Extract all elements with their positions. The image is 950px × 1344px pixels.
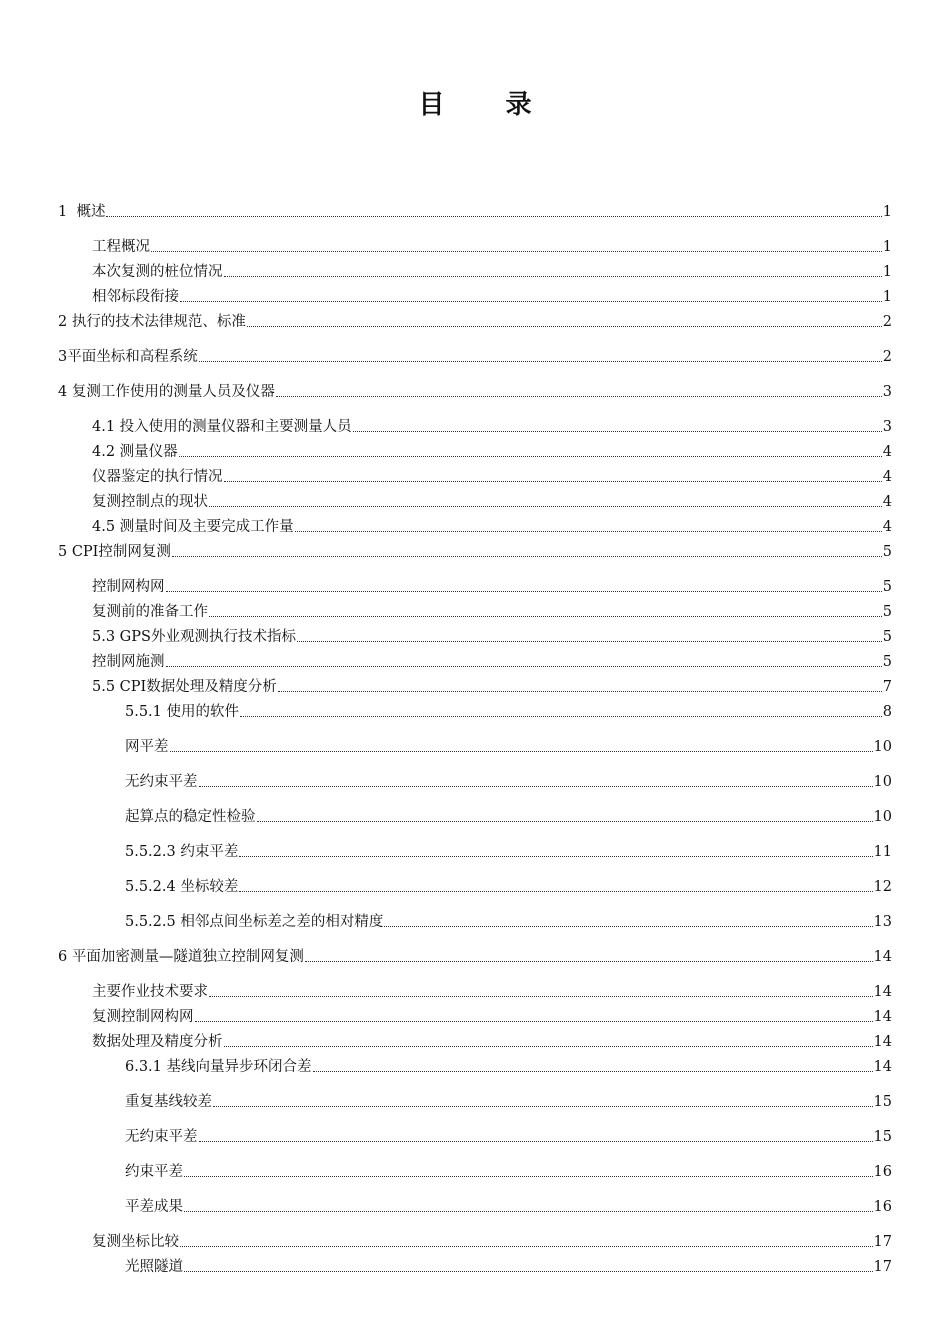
toc-entry[interactable] (92, 627, 892, 647)
toc-entry-page: 14 (873, 984, 892, 1000)
toc-entry-page: 1 (882, 264, 892, 280)
toc-entry-page: 5 (882, 629, 892, 645)
toc-entry-page: 11 (873, 844, 892, 860)
toc-entry[interactable] (92, 237, 892, 257)
toc-entry-label: 控制网施测 (92, 654, 165, 670)
toc-leader (276, 396, 882, 397)
toc-entry-page: 4 (882, 469, 892, 485)
toc-entry-page: 10 (873, 809, 892, 825)
toc-entry-page: 3 (882, 384, 892, 400)
toc-leader (295, 531, 882, 532)
toc-title: 目 录 (418, 90, 558, 120)
toc-entry[interactable] (92, 577, 892, 597)
toc-entry-page: 15 (873, 1094, 892, 1110)
toc-leader (195, 1021, 873, 1022)
toc-entry-page: 16 (873, 1199, 892, 1215)
toc-entry-page: 10 (873, 774, 892, 790)
toc-entry[interactable] (125, 1257, 892, 1277)
toc-entry[interactable] (58, 312, 892, 332)
toc-entry-page: 2 (882, 349, 892, 365)
toc-entry[interactable] (58, 202, 892, 222)
toc-leader (199, 361, 882, 362)
toc-leader (313, 1071, 873, 1072)
toc-leader (353, 431, 882, 432)
toc-entry-label: 复测控制点的现状 (92, 494, 208, 510)
toc-entry-label: 5.5.2.4 坐标较差 (125, 879, 239, 895)
toc-entry[interactable] (92, 262, 892, 282)
toc-leader (224, 276, 882, 277)
toc-entry[interactable] (92, 1007, 892, 1027)
toc-leader (209, 506, 882, 507)
toc-entry-label: 6 平面加密测量—隧道独立控制网复测 (58, 949, 304, 965)
toc-leader (184, 1211, 873, 1212)
toc-entry-page: 13 (873, 914, 892, 930)
toc-entry[interactable] (92, 467, 892, 487)
toc-entry[interactable] (125, 1197, 892, 1217)
toc-entry[interactable] (92, 602, 892, 622)
toc-entry-label: 起算点的稳定性检验 (125, 809, 256, 825)
toc-entry[interactable] (125, 877, 892, 897)
toc-entry[interactable] (58, 947, 892, 967)
toc-entry-label: 工程概况 (92, 239, 150, 255)
toc-leader (224, 1046, 873, 1047)
toc-entry-page: 14 (873, 1034, 892, 1050)
toc-leader (199, 786, 873, 787)
toc-entry-label: 平差成果 (125, 1199, 183, 1215)
toc-entry-label: 仪器鉴定的执行情况 (92, 469, 223, 485)
toc-leader (384, 926, 872, 927)
toc-entry-label: 相邻标段衔接 (92, 289, 179, 305)
toc-leader (179, 456, 882, 457)
toc-entry-page: 1 (882, 204, 892, 220)
toc-leader (172, 556, 882, 557)
toc-entry-label: 4.5 测量时间及主要完成工作量 (92, 519, 294, 535)
toc-leader (170, 751, 873, 752)
toc-entry-label: 光照隧道 (125, 1259, 183, 1275)
toc-entry-page: 4 (882, 519, 892, 535)
toc-entry-label: 5 CPⅠ控制网复测 (58, 544, 171, 560)
toc-leader (180, 301, 882, 302)
toc-entry-page: 10 (873, 739, 892, 755)
toc-leader (166, 666, 882, 667)
toc-entry-label: 复测前的准备工作 (92, 604, 208, 620)
toc-leader (240, 716, 882, 717)
toc-leader (209, 996, 873, 997)
toc-entry[interactable] (125, 1162, 892, 1182)
toc-entry[interactable] (92, 442, 892, 462)
toc-leader (247, 326, 882, 327)
toc-leader (239, 891, 872, 892)
toc-entry-page: 3 (882, 419, 892, 435)
toc-leader (213, 1106, 873, 1107)
toc-entry-label: 主要作业技术要求 (92, 984, 208, 1000)
toc-leader (209, 616, 882, 617)
toc-entry-page: 1 (882, 239, 892, 255)
toc-leader (106, 216, 881, 217)
toc-leader (224, 481, 882, 482)
toc-entry[interactable] (125, 772, 892, 792)
toc-entry[interactable] (125, 807, 892, 827)
toc-entry-page: 1 (882, 289, 892, 305)
toc-entry-label: 本次复测的桩位情况 (92, 264, 223, 280)
toc-entry-page: 4 (882, 444, 892, 460)
toc-entry[interactable] (125, 1092, 892, 1112)
toc-entry[interactable] (92, 652, 892, 672)
toc-entry-page: 4 (882, 494, 892, 510)
toc-entry-page: 12 (873, 879, 892, 895)
toc-leader (305, 961, 873, 962)
toc-entry-label: 6.3.1 基线向量异步环闭合差 (125, 1059, 312, 1075)
toc-leader (180, 1246, 873, 1247)
toc-leader (257, 821, 873, 822)
toc-entry[interactable] (92, 417, 892, 437)
toc-entry-label: 4.2 测量仪器 (92, 444, 178, 460)
toc-entry[interactable] (58, 542, 892, 562)
toc-entry-page: 17 (873, 1259, 892, 1275)
toc-entry-label: 1 概述 (58, 204, 106, 220)
toc-entry-label: 约束平差 (125, 1164, 183, 1180)
toc-entry-label: 控制网构网 (92, 579, 165, 595)
toc-leader (184, 1176, 873, 1177)
toc-entry[interactable] (125, 842, 892, 862)
toc-leader (199, 1141, 873, 1142)
toc-entry-page: 14 (873, 949, 892, 965)
toc-entry[interactable] (58, 347, 892, 367)
toc-entry-label: 4 复测工作使用的测量人员及仪器 (58, 384, 275, 400)
toc-entry[interactable] (125, 702, 892, 722)
toc-leader (278, 691, 882, 692)
toc-entry-label: 无约束平差 (125, 774, 198, 790)
toc-entry-page: 17 (873, 1234, 892, 1250)
toc-entry-page: 2 (882, 314, 892, 330)
toc-entry-label: 3平面坐标和高程系统 (58, 349, 198, 365)
toc-entry-page: 5 (882, 579, 892, 595)
toc-entry-label: 复测控制网构网 (92, 1009, 194, 1025)
toc-entry[interactable] (92, 1032, 892, 1052)
toc-entry[interactable] (92, 677, 892, 697)
toc-entry-label: 无约束平差 (125, 1129, 198, 1145)
toc-entry-label: 复测坐标比较 (92, 1234, 179, 1250)
toc-entry-label: 2 执行的技术法律规范、标准 (58, 314, 246, 330)
toc-entry-page: 5 (882, 604, 892, 620)
toc-entry-page: 5 (882, 544, 892, 560)
toc-entry-label: 4.1 投入使用的测量仪器和主要测量人员 (92, 419, 352, 435)
toc-entry-page: 14 (873, 1059, 892, 1075)
toc-entry-page: 15 (873, 1129, 892, 1145)
toc-entry-page: 7 (882, 679, 892, 695)
toc-leader (166, 591, 882, 592)
toc-leader (297, 641, 882, 642)
toc-entry-page: 5 (882, 654, 892, 670)
toc-entry[interactable] (125, 737, 892, 757)
toc-leader (184, 1271, 873, 1272)
toc-entry-label: 重复基线较差 (125, 1094, 212, 1110)
toc-entry[interactable] (92, 1232, 892, 1252)
toc-entry[interactable] (125, 1127, 892, 1147)
toc-entry[interactable] (125, 912, 892, 932)
toc-entry-label: 5.5.2.5 相邻点间坐标差之差的相对精度 (125, 914, 384, 930)
toc-entry-page: 8 (882, 704, 892, 720)
toc-entry[interactable] (92, 517, 892, 537)
toc-entry-label: 5.5 CPⅠ数据处理及精度分析 (92, 679, 277, 695)
toc-entry[interactable] (58, 382, 892, 402)
toc-entry-label: 5.5.2.3 约束平差 (125, 844, 239, 860)
toc-entry[interactable] (92, 982, 892, 1002)
toc-entry[interactable] (125, 1057, 892, 1077)
toc-entry-label: 数据处理及精度分析 (92, 1034, 223, 1050)
toc-entry[interactable] (92, 287, 892, 307)
toc-entry-label: 5.5.1 使用的软件 (125, 704, 240, 720)
toc-entry-label: 5.3 GPS外业观测执行技术指标 (92, 629, 296, 645)
toc-entry-page: 16 (873, 1164, 892, 1180)
toc-entry-page: 14 (873, 1009, 892, 1025)
toc-entry-label: 网平差 (125, 739, 169, 755)
toc-entry[interactable] (92, 492, 892, 512)
toc-leader (239, 856, 872, 857)
toc-leader (151, 251, 882, 252)
